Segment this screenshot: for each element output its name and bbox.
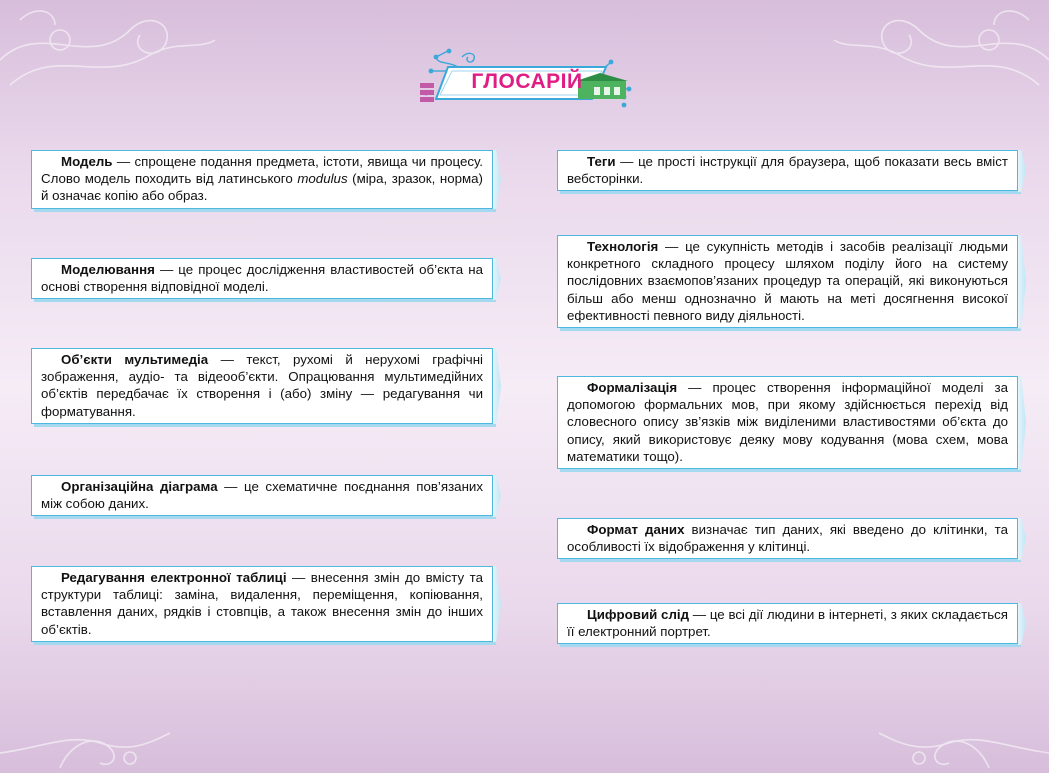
term: Формат даних xyxy=(587,522,685,537)
definition: — це процес дослідження властивостей об’єкта на основі створення відповідної моделі. xyxy=(41,262,483,295)
term: Об’єкти мультимедіа xyxy=(61,352,209,367)
glossary-entry-model xyxy=(31,150,493,209)
term: Модель xyxy=(61,154,113,169)
term: Теги xyxy=(587,154,616,169)
corner-ornament-bottom-right xyxy=(849,703,1049,773)
term: Технологія xyxy=(587,239,659,254)
definition: — процес створення інформаційної моделі за допомогою формальних мов, при якому здійснюється перехід від словесного опису зв’язків між виділеними властивостями об’єкта до опису, який використовує деяку мову кодування (мова схем, мова математики тощо). xyxy=(567,380,1008,464)
corner-ornament-top-right xyxy=(829,0,1049,90)
glossary-title-banner xyxy=(418,47,633,109)
glossary-entry-tags xyxy=(557,150,1018,191)
glossary-entry-formalization xyxy=(557,376,1018,469)
corner-ornament-top-left xyxy=(0,0,220,90)
term: Формалізація xyxy=(587,380,678,395)
definition: (міра, зразок, норма) й означає копію або образ. xyxy=(41,171,483,204)
term: Моделювання xyxy=(61,262,155,277)
definition: — внесення змін до вмісту та структури таблиці: заміна, видалення, переміщення, копіювання, вставлення даних, рядків і стовпців, а також внесення змін до інших об’єктів. xyxy=(41,570,483,637)
definition: — текст, рухомі й нерухомі графічні зображення, аудіо- та відеооб’єкти. Опрацювання мультимедійних об’єктів передбачає їх створення і (або) зміну — редагування чи форматування. xyxy=(41,352,483,419)
term: Цифровий слід xyxy=(587,607,690,622)
page-title: ГЛОСАРІЙ xyxy=(471,70,583,93)
glossary-entry-technology xyxy=(557,235,1018,328)
glossary-entry-spreadsheet-editing xyxy=(31,566,493,642)
definition-italic: modulus xyxy=(297,171,348,187)
definition: — це всі дії людини в інтернеті, з яких складається її електронний портрет. xyxy=(567,607,1008,640)
definition: — це прості інструкції для браузера, щоб показати весь вміст вебсторінки. xyxy=(567,154,1008,187)
glossary-entry-data-format xyxy=(557,518,1018,559)
glossary-entry-digital-footprint xyxy=(557,603,1018,644)
term: Організаційна діаграма xyxy=(61,479,218,494)
corner-ornament-bottom-left xyxy=(0,703,200,773)
definition: — це сукупність методів і засобів реалізації людьми конкретного складного процесу шляхом поділу його на систему послідовних взаємопов’язаних процедур та операцій, які виконуються більш або менш однозначно й мають на меті досягнення високої ефективності певного виду діяльності. xyxy=(567,239,1008,323)
glossary-entry-multimedia-objects xyxy=(31,348,493,424)
definition: — це схематичне поєднання пов’язаних між собою даних. xyxy=(41,479,483,512)
glossary-entry-modeling xyxy=(31,258,493,299)
glossary-entry-org-chart xyxy=(31,475,493,516)
definition: визначає тип даних, які введено до клітинки, та особливості їх відображення у клітинці. xyxy=(567,522,1008,555)
definition: — спрощене подання предмета, істоти, явища чи процесу. Слово модель походить від латинського xyxy=(41,154,483,187)
term: Редагування електронної таблиці xyxy=(61,570,287,585)
